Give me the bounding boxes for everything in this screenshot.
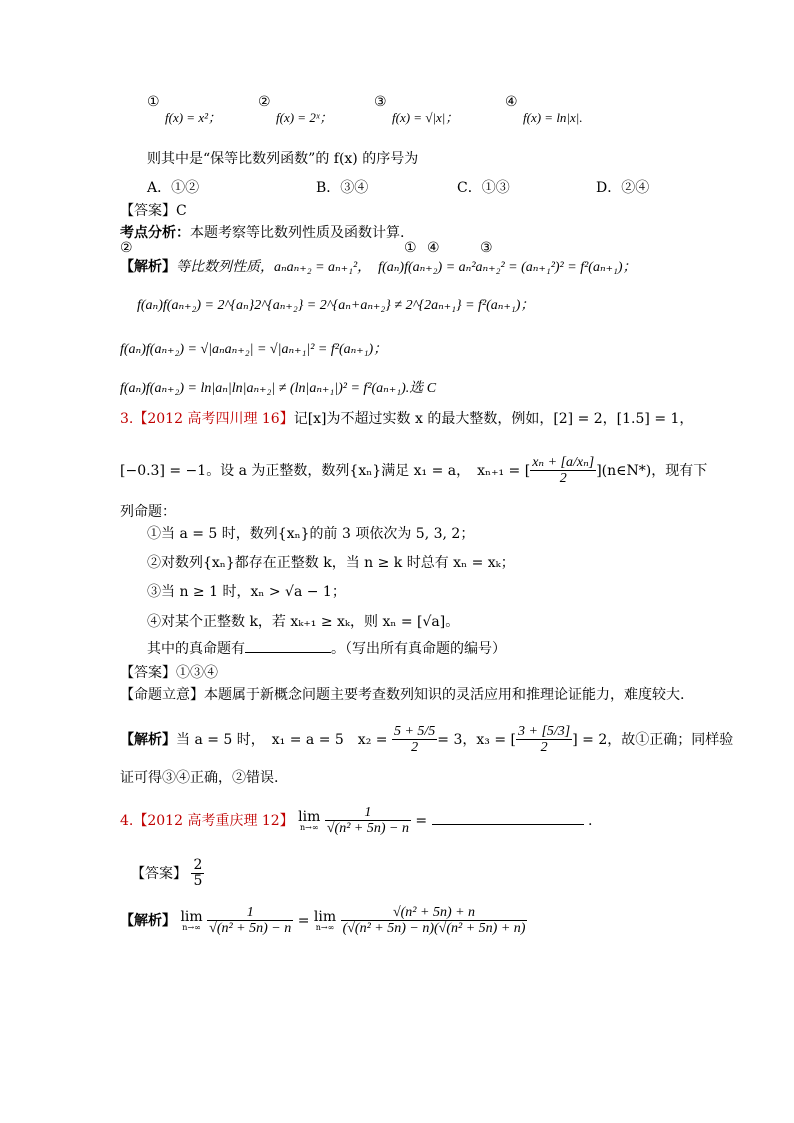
q2-float-mark-4: ④	[427, 240, 440, 256]
q2-line-1: 等比数列性质，aₙaₙ₊₂ = aₙ₊₁²， f(aₙ)f(aₙ₊₂) = aₙ²aₙ₊₂² = (aₙ₊₁²)² = f²(aₙ₊₁)；	[176, 260, 637, 275]
q4-jiexi-numerator-1: 1	[207, 905, 293, 921]
q3-answer-blank	[245, 652, 331, 653]
q2-float-mark-1: ①	[404, 240, 417, 256]
q3-stem-1: 记[x]为不超过实数 x 的最大整数，例如，[2] = 2，[1.5] = 1，	[293, 411, 694, 427]
q4-jiexi-lim-2: lim	[313, 908, 337, 925]
q3-item-2: ②对数列{xₙ}都存在正整数 k，当 n ≥ k 时总有 xₙ = xₖ；	[147, 555, 515, 571]
q4-denominator: √(n² + 5n) − n	[326, 821, 409, 837]
option-2-mark: ②	[258, 94, 271, 110]
option-3-mark: ③	[374, 94, 387, 110]
q4-jiexi-denominator-2: (√(n² + 5n) − n)(√(n² + 5n) + n)	[342, 921, 526, 937]
q3-jiexi-d: 证可得③④正确，②错误.	[120, 770, 279, 786]
q3-stem-2a: [−0.3] = −1。设 a 为正整数，数列{xₙ}满足 x₁ = a， xₙ₊₁ = [	[120, 462, 531, 479]
q3-lijian: 本题属于新概念问题主要考查数列知识的灵活应用和推理论证能力，难度较大.	[204, 687, 685, 703]
q4-equals: =	[415, 812, 428, 829]
q2-kaodian-label: 考点分析：	[120, 225, 190, 241]
q3-x2-denominator: 2	[411, 740, 419, 756]
q3-fill-prefix: 其中的真命题有	[147, 641, 245, 657]
q2-choice-b: B．③④	[316, 180, 369, 196]
q3-item-3: ③当 n ≥ 1 时，xₙ > √a − 1；	[147, 584, 346, 600]
q4-answer-numerator: 2	[193, 857, 203, 873]
option-4-expr: f(x) = ln|x|.	[523, 110, 583, 125]
q4-numerator: 1	[325, 805, 411, 821]
q3-item-4: ④对某个正整数 k，若 xₖ₊₁ ≥ xₖ，则 xₙ = [√a]。	[147, 614, 460, 630]
q3-stem-3: 列命题：	[120, 504, 176, 520]
q3-stem-2b: ](n∈N*)，现有下	[596, 462, 708, 479]
q4-jiexi-lim-1: lim	[180, 908, 203, 925]
q3-x3-denominator: 2	[540, 740, 548, 756]
q2-kaodian: 本题考察等比数列性质及函数计算.	[190, 225, 405, 241]
q2-stem: 则其中是“保等比数列函数”的 f(x) 的序号为	[147, 151, 419, 167]
q2-float-mark-3: ③	[480, 240, 493, 256]
q2-choice-c: C．①③	[457, 180, 510, 196]
q4-lim-sub: n→∞	[300, 822, 319, 832]
q2-line-2: f(aₙ)f(aₙ₊₂) = 2^{aₙ}2^{aₙ₊₂} = 2^{aₙ+aₙ₊₂} ≠ 2^{2aₙ₊₁} = f²(aₙ₊₁)；	[137, 298, 535, 313]
q3-frac-denominator: 2	[559, 471, 567, 487]
q3-item-1: ①当 a = 5 时，数列{xₙ}的前 3 项依次为 5, 3, 2；	[147, 526, 475, 542]
q4-jiexi-lim-sub-1: n→∞	[182, 922, 201, 932]
q4-jiexi-lim-sub-2: n→∞	[315, 922, 335, 932]
q4-answer-label: 【答案】	[131, 865, 187, 882]
q4-jiexi-denominator-1: √(n² + 5n) − n	[209, 921, 292, 937]
q3-fill-suffix: 。（写出所有真命题的编号）	[331, 641, 506, 657]
q2-jiexi-label: 【解析】	[120, 259, 176, 275]
q3-answer: 【答案】①③④	[120, 665, 218, 681]
q4-tag: 【2012 高考重庆理 12】	[133, 812, 294, 829]
q3-jiexi-a: 当 a = 5 时， x₁ = a = 5 x₂ =	[176, 731, 388, 748]
q3-x2-numerator: 5 + 5/5	[393, 724, 436, 739]
q2-line-3: f(aₙ)f(aₙ₊₂) = √|aₙaₙ₊₂| = √|aₙ₊₁|² = f²(aₙ₊₁)；	[120, 342, 388, 357]
q3-tag: 【2012 高考四川理 16】	[133, 411, 294, 427]
q4-answer-blank	[432, 824, 584, 825]
option-1-mark: ①	[147, 94, 160, 110]
q2-choice-a: A．①②	[147, 180, 200, 196]
q3-lijian-label: 【命题立意】	[120, 687, 204, 703]
q4-number: 4.	[120, 812, 134, 829]
q2-answer: 【答案】C	[120, 203, 187, 219]
q3-jiexi-b: = 3，x₃ = [	[437, 731, 516, 748]
q3-x3-numerator: 3 + [5/3]	[518, 724, 571, 739]
q4-end: .	[588, 812, 593, 829]
option-3-expr: f(x) = √|x|；	[392, 110, 459, 125]
q3-frac-numerator: xₙ + [a/xₙ]	[532, 455, 595, 470]
q2-choice-d: D．②④	[596, 180, 650, 196]
q3-number: 3.	[120, 411, 134, 427]
option-2-expr: f(x) = 2ˣ；	[276, 110, 333, 125]
q4-lim: lim	[298, 808, 321, 825]
q4-jiexi-label: 【解析】	[120, 912, 176, 929]
q2-line-4: f(aₙ)f(aₙ₊₂) = ln|aₙ|ln|aₙ₊₂| ≠ (ln|aₙ₊₁|)² = f²(aₙ₊₁).选 C	[120, 381, 437, 396]
q4-jiexi-equals: =	[297, 912, 310, 929]
q3-jiexi-label: 【解析】	[120, 731, 176, 748]
q4-answer-denominator: 5	[193, 873, 203, 890]
q3-jiexi-c: ] = 2，故①正确；同样验	[572, 731, 734, 748]
q2-float-mark-2: ②	[120, 240, 133, 256]
q4-jiexi-numerator-2: √(n² + 5n) + n	[341, 905, 528, 921]
option-4-mark: ④	[505, 94, 518, 110]
option-1-expr: f(x) = x²；	[165, 110, 221, 125]
